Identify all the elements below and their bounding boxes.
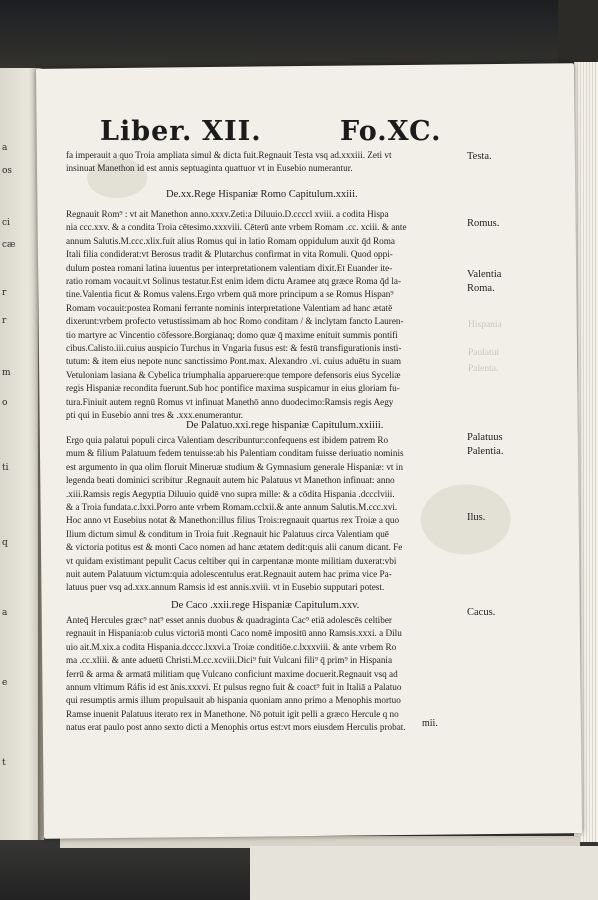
text-line: regnauit in Hispania:ob culus victoriā monti Caco nomē impositū anno Ramsis.xxxi. a Dilu <box>66 628 402 639</box>
text-line: nuit autem Palatuum victum:quia adolescentulus erat.Regnauit autem hac prima vice Pa- <box>66 569 392 580</box>
text-line: annum Salutis.M.ccc.xlix.fuit alius Romus qui in latio Romam oppidulum auxit q̄d Roma <box>66 235 395 246</box>
text-line: ma .cc.xliii. & ante aduetū Christi.M.cc.xcviii.Dici⁹ fuit Vulcani fili⁹ q̄ prim⁹ in Hispania <box>66 655 393 666</box>
text-line: ratio romam vocauit.vt Solinus testatur.Est enim idem dictu Aramee atq græce Roma q̄d la- <box>66 276 402 287</box>
background-top <box>0 0 598 70</box>
bottom-sheet <box>250 846 598 900</box>
text-line: Ilium dictum simul & conditum in Troia fuit .Regnauit hic Palatuus circa Valentiam quē <box>66 528 389 539</box>
text-line: regis Hispaniæ recondita fuerunt.Sub hoc pontifice maxima suspicamur in eius gloriam fu- <box>66 383 400 394</box>
header-number: XII. <box>202 116 262 147</box>
text-line: fa imperauit a quo Troia ampliata simul & dicta fuit.Regnauit Testa vsq ad.xxxiii. Zeti vt <box>66 150 392 160</box>
chapter-heading-xxiii: De.xx.Rege Hispaniæ Romo Capitulum.xxiii. <box>166 189 358 200</box>
text-line: Anteq̄ Hercules græc⁹ nat⁹ esset annis duobus & quadraginta Cac⁹ etiā adolescēs celtiber <box>66 615 392 625</box>
text-line: pti qui in Eusebio anni tres & .xxx.enumerantur. <box>66 410 244 421</box>
text-line: Romam vocauit:postea Romani ferrante nominis interpretatione Valentiam ad hanc ætatē <box>66 302 393 313</box>
facing-page-edge: a os ci cæ r r m o ti q a e t <box>0 68 42 840</box>
text-line: Itali filia condiderat:vt Berosus tradit & Plutarchus confirmat in vita Romuli. Quod oppi- <box>66 249 393 260</box>
chapter-heading-xxiiii: De Palatuo.xxi.rege hispaniæ Capitulum.xxiiii. <box>186 420 384 431</box>
text-line: vt quidam existimant pepulit Cacus celtiber qui in carpentanæ monte militiam duxerat:vbi <box>66 555 397 566</box>
margin-note-romus: Romus. <box>467 218 500 229</box>
catchword: mii. <box>422 718 438 729</box>
text-line: .xiii.Ramsis regis Aegyptia Diluuio quidē vno supra mille: & a cōdita Hispania .dccclviii. <box>66 488 395 499</box>
text-line: dixerunt:vrbem profecto vetustissimam ab hoc Romo conditam / & inclytam fancto Lauren- <box>66 316 404 327</box>
text-line: Hoc anno vt Eusebius notat & Manethon:illus filius Trois:regnauit quartus rex Troiæ a quo <box>66 515 400 526</box>
text-line: tio martyre ac Vincentio cōfessore.Borgianaq; domo quæ q̄ maxime enituit summis pontifi <box>66 329 398 340</box>
text-line: ferrū & arma & armatā militiam quę Vulcano conficiunt maxime docuerit.Regnauit vsq ad <box>66 668 398 679</box>
margin-note-roma: Roma. <box>467 283 495 294</box>
bleed-through-text: Palenta. <box>468 364 499 374</box>
chapter-xxiii-text <box>66 208 466 423</box>
chapter-xxv-text <box>66 614 466 735</box>
text-line: est argumento in qua olim floruit Mineruæ studium & Gymnasium generale Hispaniæ: vt in <box>66 461 403 472</box>
text-line: latuus puer vsq ad.xxx.annum Ramsis id est annis.xviii. vt in Eusebio supputari potest. <box>66 582 385 593</box>
margin-note-palatuus: Palatuus <box>467 432 503 443</box>
text-line: & a Troia fundata.c.lxxi.Porro ante vrbem Romam.cclxii.& ante annum Salutis.M.ccc.xvi. <box>66 502 398 513</box>
header-folio: Fo.XC. <box>340 116 442 147</box>
paragraph-top <box>66 149 466 176</box>
header-book: Liber. <box>100 116 193 147</box>
text-line: tutum: & item eius nepote nunc sanctissimo Pont.max. Alexandro .vi. cuius aduētu in suam <box>66 356 402 367</box>
margin-note-palentia: Palentia. <box>467 446 504 457</box>
text-line: & victoria potitus est & monti Caco nomen ad hanc ætatem dedit:quis alii canum dicant. Fe <box>66 542 403 553</box>
text-line: Vetuloniam lasiana & Cybelica triumphalia apparuere:que tempore defensoris eius Syceliæ <box>66 369 401 380</box>
text-line: dulum postea romani latina iuuentus per interpretationem valentiam dixit.Et Euander ite- <box>66 262 393 273</box>
chapter-heading-xxv: De Caco .xxii.rege Hispaniæ Capitulum.xxv. <box>171 600 360 611</box>
text-line: nia ccc.xxv. & a condita Troia cētesimo.xxxviii. Cēterū ante vrbem Romam .cc. xciii. & ante <box>66 222 407 233</box>
text-line: Regnauit Rom⁹ : vt ait Manethon anno.xxxv.Zeti:a Diluuio.D.ccccl xviii. a codita Hispa <box>66 209 389 219</box>
bleed-through-text: Paulatui <box>468 348 500 358</box>
text-line: natus erat paulo post anno sexto dicti a Menophis ortus est:vt mors eiusdem Herculis probat. <box>66 722 406 733</box>
text-line: insinuat Manethon id est annis septuaginta quattuor vt in Eusebio numerantur. <box>66 163 353 174</box>
text-line: mum & filium Palatuum fedem tenuisse:ab his Palentiam conditam fuisse deriuatio nominis <box>66 448 404 459</box>
text-line: Ramse inuenit Palatuus iterato rex in Manethone. Nō potuit igit pelli a græco Hercule q no <box>66 708 399 719</box>
text-line: legenda beati dominici scribitur .Regnauit autem hic Palatuus vt Manethon infinuat: anno <box>66 475 395 486</box>
text-line: Ergo quia palatui populi circa Valentiam describuntur:confequens est ibidem patrem Ro <box>66 435 389 445</box>
bleed-through-text: Hispania <box>468 320 502 330</box>
margin-note-ilus: Ilus. <box>467 512 486 523</box>
text-line: uio ait.M.xix.a codita Hispania.dcccc.lxxvi.a Troiæ conditiōe.c.lxxxviii. & ante vrbem Ro <box>66 641 397 652</box>
margin-note-cacus: Cacus. <box>467 607 496 618</box>
margin-note-valentia: Valentia <box>467 269 502 280</box>
text-line: cibus.Calisto.iii.cuius auspicio Turchus in Vngaria fusus est: & festū transfigurationis insti- <box>66 343 402 354</box>
text-line: tine.Valentia ficut & Romus valens.Ergo vrbem quā more principum a se Romus Hispan⁹ <box>66 289 394 300</box>
text-line: qui resumptis armis illum propulsauit ab hispania quoniam anno primo a Menophis mortuo <box>66 695 401 706</box>
margin-note-testa: Testa. <box>467 151 492 162</box>
chapter-xxiiii-text <box>66 434 466 595</box>
text-line: tura.Finiuit autem regnū Romus vt infinuat Manethō anno duodecimo:Ramsis regis Aegy <box>66 396 394 407</box>
text-line: annum vltimum Ráfis id est ānis.xxxvi. Et pulsus regno fuit & coact⁹ fuit in Italiā a Palatuo <box>66 682 402 693</box>
